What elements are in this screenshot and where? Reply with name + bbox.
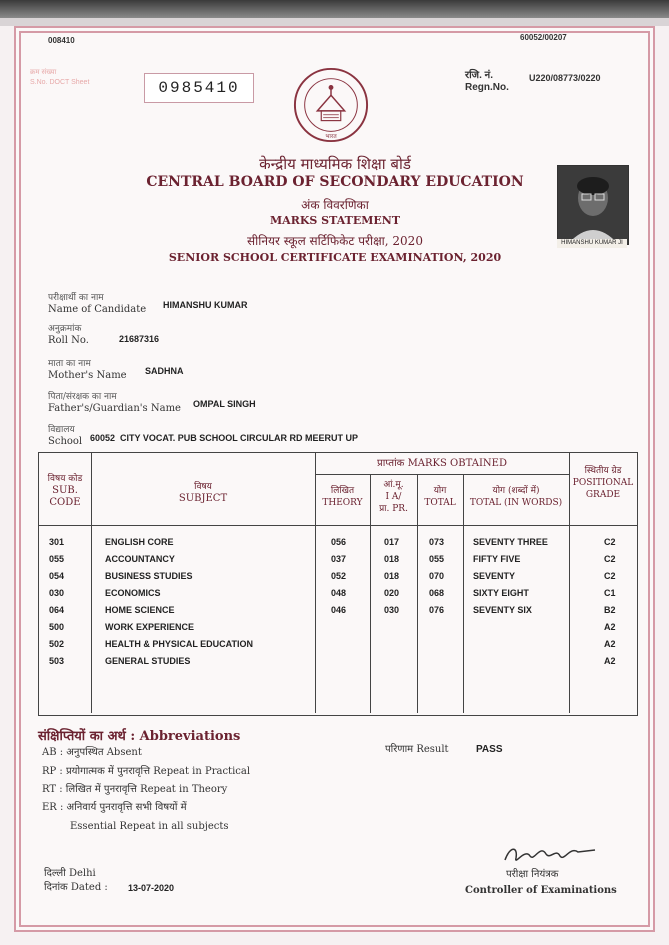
controller-title-hindi: परीक्षा नियंत्रक: [506, 869, 559, 880]
serial-top-left: 008410: [48, 36, 75, 45]
cell-theory: 048: [331, 588, 347, 598]
cell-ia: 020: [384, 588, 400, 598]
table-row: [39, 554, 637, 571]
mother-name: SADHNA: [145, 366, 184, 376]
header-code-en1: SUB.: [52, 485, 78, 496]
header-code-hi: विषय कोड: [47, 474, 83, 484]
place: दिल्ली Delhi: [44, 868, 96, 879]
cell-ia: 017: [384, 537, 400, 547]
cell-grade: C1: [604, 588, 616, 598]
cell-total: 076: [429, 605, 445, 615]
header-theory: [315, 485, 370, 509]
scan-top-strip: [0, 0, 669, 18]
roll-label-en: Roll No.: [48, 335, 89, 346]
stamp-line-2: S.No. DOCT Sheet: [30, 79, 90, 86]
cell-subject: ACCOUNTANCY: [105, 554, 175, 564]
cell-subject: ENGLISH CORE: [105, 537, 174, 547]
school-label: [48, 424, 82, 448]
abbr-rp: RP : प्रयोगात्मक में पुनरावृत्ति Repeat in Practical: [42, 766, 251, 777]
cell-subject: WORK EXPERIENCE: [105, 622, 195, 632]
serial-number-box: 0985410: [144, 73, 254, 103]
exam-title: SENIOR SCHOOL CERTIFICATE EXAMINATION, 2020: [168, 251, 502, 264]
candidate-name-label-en: Name of Candidate: [48, 304, 147, 315]
cell-total: 070: [429, 571, 445, 581]
board-title-hindi: केन्द्रीय माध्यमिक शिक्षा बोर्ड: [259, 155, 411, 173]
header-total-in-words: [463, 485, 569, 509]
scan-paper-edge: [0, 18, 669, 26]
table-row: [39, 656, 637, 673]
father-label: [48, 391, 181, 415]
cell-code: 500: [49, 622, 65, 632]
cell-total: 068: [429, 588, 445, 598]
header-ia-en1: I A/: [385, 492, 402, 502]
cell-code: 055: [49, 554, 65, 564]
cell-words: SEVENTY: [473, 571, 516, 581]
result-value: PASS: [476, 744, 503, 755]
header-grade-hi: स्थितीय ग्रेड: [584, 466, 622, 476]
cell-subject: HOME SCIENCE: [105, 605, 175, 615]
cell-ia: 030: [384, 605, 400, 615]
header-theory-en: THEORY: [322, 498, 363, 508]
table-row: [39, 605, 637, 622]
table-row: [39, 622, 637, 639]
result-label: परिणाम Result: [385, 744, 449, 755]
cell-total: 055: [429, 554, 445, 564]
cell-code: 301: [49, 537, 65, 547]
school-label-hi: विद्यालय: [48, 425, 75, 435]
school-name: 60052 CITY VOCAT. PUB SCHOOL CIRCULAR RD MEERUT UP: [90, 433, 359, 443]
cell-grade: A2: [604, 656, 616, 666]
school-label-en: School: [48, 436, 83, 447]
header-marks-obtained: [315, 458, 569, 470]
row-divider: [315, 474, 569, 475]
marks-table: [38, 452, 638, 716]
stamp-line-1: क्रम संख्या: [30, 69, 57, 76]
row-divider: [39, 525, 637, 526]
header-marks-en: MARKS OBTAINED: [407, 458, 507, 469]
photo-caption: HIMANSHU KUMAR JI: [557, 239, 627, 248]
candidate-name-label-hi: परीक्षार्थी का नाम: [48, 293, 104, 303]
board-title: CENTRAL BOARD OF SECONDARY EDUCATION: [146, 174, 524, 190]
candidate-name: HIMANSHU KUMAR: [163, 300, 248, 310]
candidate-photo: [557, 165, 629, 245]
header-ia-pr: [370, 479, 417, 515]
cell-subject: ECONOMICS: [105, 588, 161, 598]
table-row: [39, 571, 637, 588]
regn-number: U220/08773/0220: [529, 73, 601, 83]
abbr-er: ER : अनिवार्य पुनरावृत्ति सभी विषयों में: [42, 802, 187, 813]
cell-grade: A2: [604, 639, 616, 649]
header-total: [417, 485, 463, 509]
abbreviations-title: संक्षिप्तियों का अर्थ : Abbreviations: [38, 729, 241, 744]
cell-theory: 056: [331, 537, 347, 547]
regn-label: [465, 70, 509, 94]
table-row: [39, 588, 637, 605]
header-sub-code: [39, 473, 91, 509]
roll-label-hi: अनुक्रमांक: [48, 324, 82, 334]
cell-words: SEVENTY THREE: [473, 537, 548, 547]
table-row: [39, 537, 637, 554]
exam-title-hindi: सीनियर स्कूल सर्टिफिकेट परीक्षा, 2020: [247, 234, 423, 248]
cell-subject: BUSINESS STUDIES: [105, 571, 193, 581]
header-subject-en: SUBJECT: [178, 493, 228, 504]
cell-grade: A2: [604, 622, 616, 632]
cell-grade: C2: [604, 537, 616, 547]
cell-theory: 046: [331, 605, 347, 615]
mother-label-en: Mother's Name: [48, 370, 127, 381]
cbse-logo-icon: [292, 66, 370, 144]
cell-code: 064: [49, 605, 65, 615]
cell-code: 054: [49, 571, 65, 581]
father-label-en: Father's/Guardian's Name: [48, 403, 181, 414]
mother-label: [48, 358, 127, 382]
serial-stamp: [30, 68, 128, 98]
regn-label-en: Regn.No.: [465, 82, 509, 93]
table-row: [39, 639, 637, 656]
father-name: OMPAL SINGH: [193, 399, 256, 409]
cell-code: 502: [49, 639, 65, 649]
dated-label: दिनांक Dated :: [44, 882, 108, 893]
cell-code: 030: [49, 588, 65, 598]
signature-icon: [500, 838, 600, 868]
serial-top-right: 60052/00207: [520, 33, 567, 42]
father-label-hi: पिता/संरक्षक का नाम: [48, 392, 117, 402]
abbr-rt: RT : लिखित में पुनरावृत्ति Repeat in Theory: [42, 784, 228, 795]
roll-label: [48, 323, 89, 347]
header-total-hi: योग: [433, 486, 447, 496]
cell-grade: C2: [604, 571, 616, 581]
cell-words: FIFTY FIVE: [473, 554, 521, 564]
person-icon: [558, 166, 628, 244]
header-subject-hi: विषय: [194, 482, 212, 492]
header-grade-en2: GRADE: [585, 490, 621, 500]
header-words-en: TOTAL (IN WORDS): [469, 498, 563, 508]
header-positional-grade: [569, 465, 637, 501]
regn-label-hi: रजि. नं.: [465, 70, 493, 81]
header-grade-en1: POSITIONAL: [572, 478, 634, 488]
cell-ia: 018: [384, 554, 400, 564]
roll-number: 21687316: [119, 334, 160, 344]
mother-label-hi: माता का नाम: [48, 359, 91, 369]
cell-words: SIXTY EIGHT: [473, 588, 529, 598]
cell-subject: HEALTH & PHYSICAL EDUCATION: [105, 639, 254, 649]
header-marks-hi: प्राप्तांक: [377, 458, 405, 469]
cell-code: 503: [49, 656, 65, 666]
cell-ia: 018: [384, 571, 400, 581]
header-ia-hi: आं.मू.: [383, 480, 404, 490]
statement-title: MARKS STATEMENT: [269, 214, 401, 227]
abbr-ab: AB : अनुपस्थित Absent: [42, 747, 142, 758]
header-theory-hi: लिखित: [330, 486, 355, 496]
candidate-name-label: [48, 292, 146, 316]
cell-grade: C2: [604, 554, 616, 564]
statement-title-hindi: अंक विवरणिका: [301, 198, 369, 212]
cell-total: 073: [429, 537, 445, 547]
header-words-hi: योग (शब्दों में): [492, 486, 540, 496]
header-code-en2: CODE: [49, 497, 81, 508]
logo-bottom-text: भारत: [325, 134, 337, 141]
cell-subject: GENERAL STUDIES: [105, 656, 191, 666]
issue-date: 13-07-2020: [128, 883, 175, 893]
controller-title: Controller of Examinations: [465, 885, 617, 896]
cell-grade: B2: [604, 605, 616, 615]
header-total-en: TOTAL: [424, 498, 456, 508]
cell-theory: 052: [331, 571, 347, 581]
abbr-er-desc: Essential Repeat in all subjects: [70, 821, 229, 832]
cell-theory: 037: [331, 554, 347, 564]
header-subject: [91, 481, 315, 505]
header-ia-en2: प्रा. PR.: [379, 504, 408, 514]
cell-words: SEVENTY SIX: [473, 605, 532, 615]
